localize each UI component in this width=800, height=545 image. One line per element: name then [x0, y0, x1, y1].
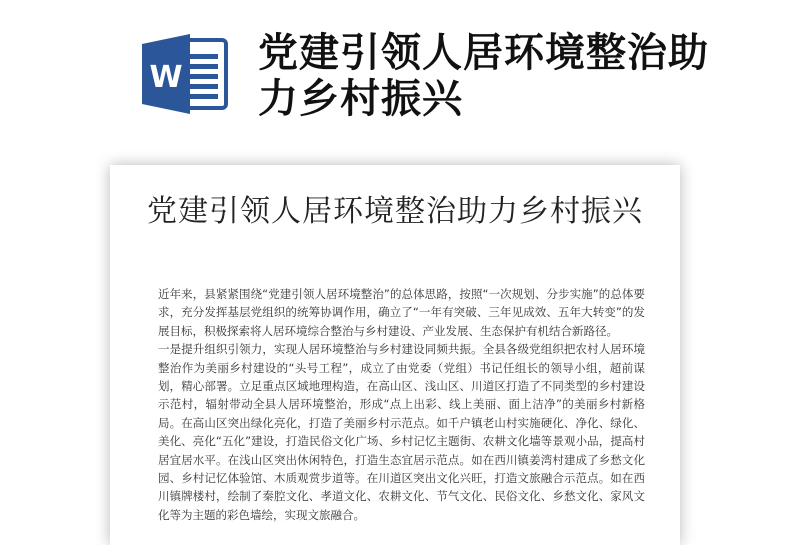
paragraph-1: 近年来，县紧紧围绕“党建引领人居环境整治”的总体思路，按照“一次规划、分步实施”的总体要求，充分发挥基层党组织的统筹协调作用，确立了“一年有突破、三年见成效、五年大转变”的发展目标，积极探索将人居环境综合整治与乡村建设、产业发展、生态保护有机结合新路径。 — [158, 287, 645, 338]
header-title: 党建引领人居环境整治助力乡村振兴 — [258, 30, 709, 122]
document-page — [110, 165, 680, 545]
document-body — [158, 285, 645, 524]
svg-text:W: W — [149, 60, 183, 95]
document-title: 党建引领人居环境整治助力乡村振兴 — [147, 194, 643, 229]
word-document-icon — [140, 32, 230, 116]
paragraph-2: 一是提升组织引领力，实现人居环境整治与乡村建设同频共振。全县各级党组织把农村人居环境整治作为美丽乡村建设的“头号工程”，成立了由党委（党组）书记任组长的领导小组，超前谋划，精心部署。立足重点区域地理构造，在高山区、浅山区、川道区打造了不同类型的乡村建设示范村，辐射带动全县人居环境整治，形成“点上出彩、线上美丽、面上洁净”的美丽乡村新格局。在高山区突出绿化亮化，打造了美丽乡村示范点。如千户镇老山村实施硬化、净化、绿化、美化、亮化“五化”建设，打造民俗文化广场、乡村记忆主题街、农耕文化墙等景观小品，提高村居宜居水平。在浅山区突出休闲特色，打造生态宜居示范点。如在西川镇姜湾村建成了乡愁文化园、乡村记忆体验馆、木质观赏步道等。在川道区突出文化兴旺，打造文旅融合示范点。如在西川镇牌楼村，绘制了秦腔文化、孝道文化、农耕文化、节气文化、民俗文化、乡愁文化、家风文化等为主题的彩色墙绘，实现文旅融合。 — [158, 342, 645, 522]
